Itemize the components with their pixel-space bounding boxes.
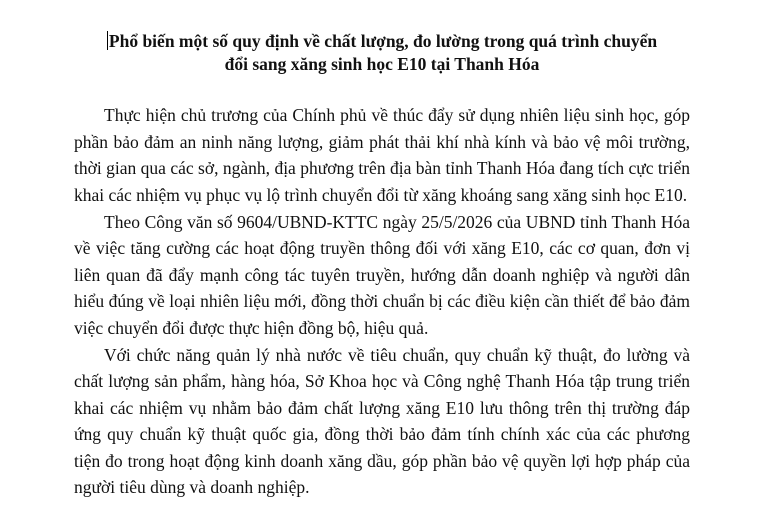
- title-line-1: [74, 30, 690, 53]
- text-cursor: [107, 31, 108, 50]
- title-line-2: đổi sang xăng sinh học E10 tại Thanh Hóa: [224, 54, 540, 74]
- title-line-1-text: Phổ biến một số quy định về chất lượng, đo lường trong quá trình chuyển: [108, 31, 658, 51]
- paragraph-2: Theo Công văn số 9604/UBND-KTTC ngày 25/5/2026 của UBND tỉnh Thanh Hóa về việc tăng cường các hoạt động truyền thông đối với xăng E10, các cơ quan, đơn vị liên quan đã đẩy mạnh công tác tuyên truyền, hướng dẫn doanh nghiệp và người dân hiểu đúng về loại nhiên liệu mới, đồng thời chuẩn bị các điều kiện cần thiết để bảo đảm việc chuyển đổi được thực hiện đồng bộ, hiệu quả.: [74, 211, 690, 338]
- document-title: [74, 30, 690, 76]
- paragraph-1: Thực hiện chủ trương của Chính phủ về thúc đẩy sử dụng nhiên liệu sinh học, góp phần bảo đảm an ninh năng lượng, giảm phát thải khí nhà kính và bảo vệ môi trường, thời gian qua các sở, ngành, địa phương trên địa bàn tỉnh Thanh Hóa đang tích cực triển khai các nhiệm vụ phục vụ lộ trình chuyển đổi từ xăng khoáng sang xăng sinh học E10.: [74, 105, 690, 205]
- paragraph-3: Với chức năng quản lý nhà nước về tiêu chuẩn, quy chuẩn kỹ thuật, đo lường và chất lượng sản phẩm, hàng hóa, Sở Khoa học và Công nghệ Thanh Hóa tập trung triển khai các nhiệm vụ nhằm bảo đảm chất lượng xăng E10 lưu thông trên thị trường đáp ứng quy chuẩn kỹ thuật quốc gia, đồng thời bảo đảm tính chính xác của các phương tiện đo trong hoạt động kinh doanh xăng dầu, góp phần bảo vệ quyền lợi hợp pháp của người tiêu dùng và doanh nghiệp.: [74, 344, 690, 497]
- document-page: [74, 30, 690, 501]
